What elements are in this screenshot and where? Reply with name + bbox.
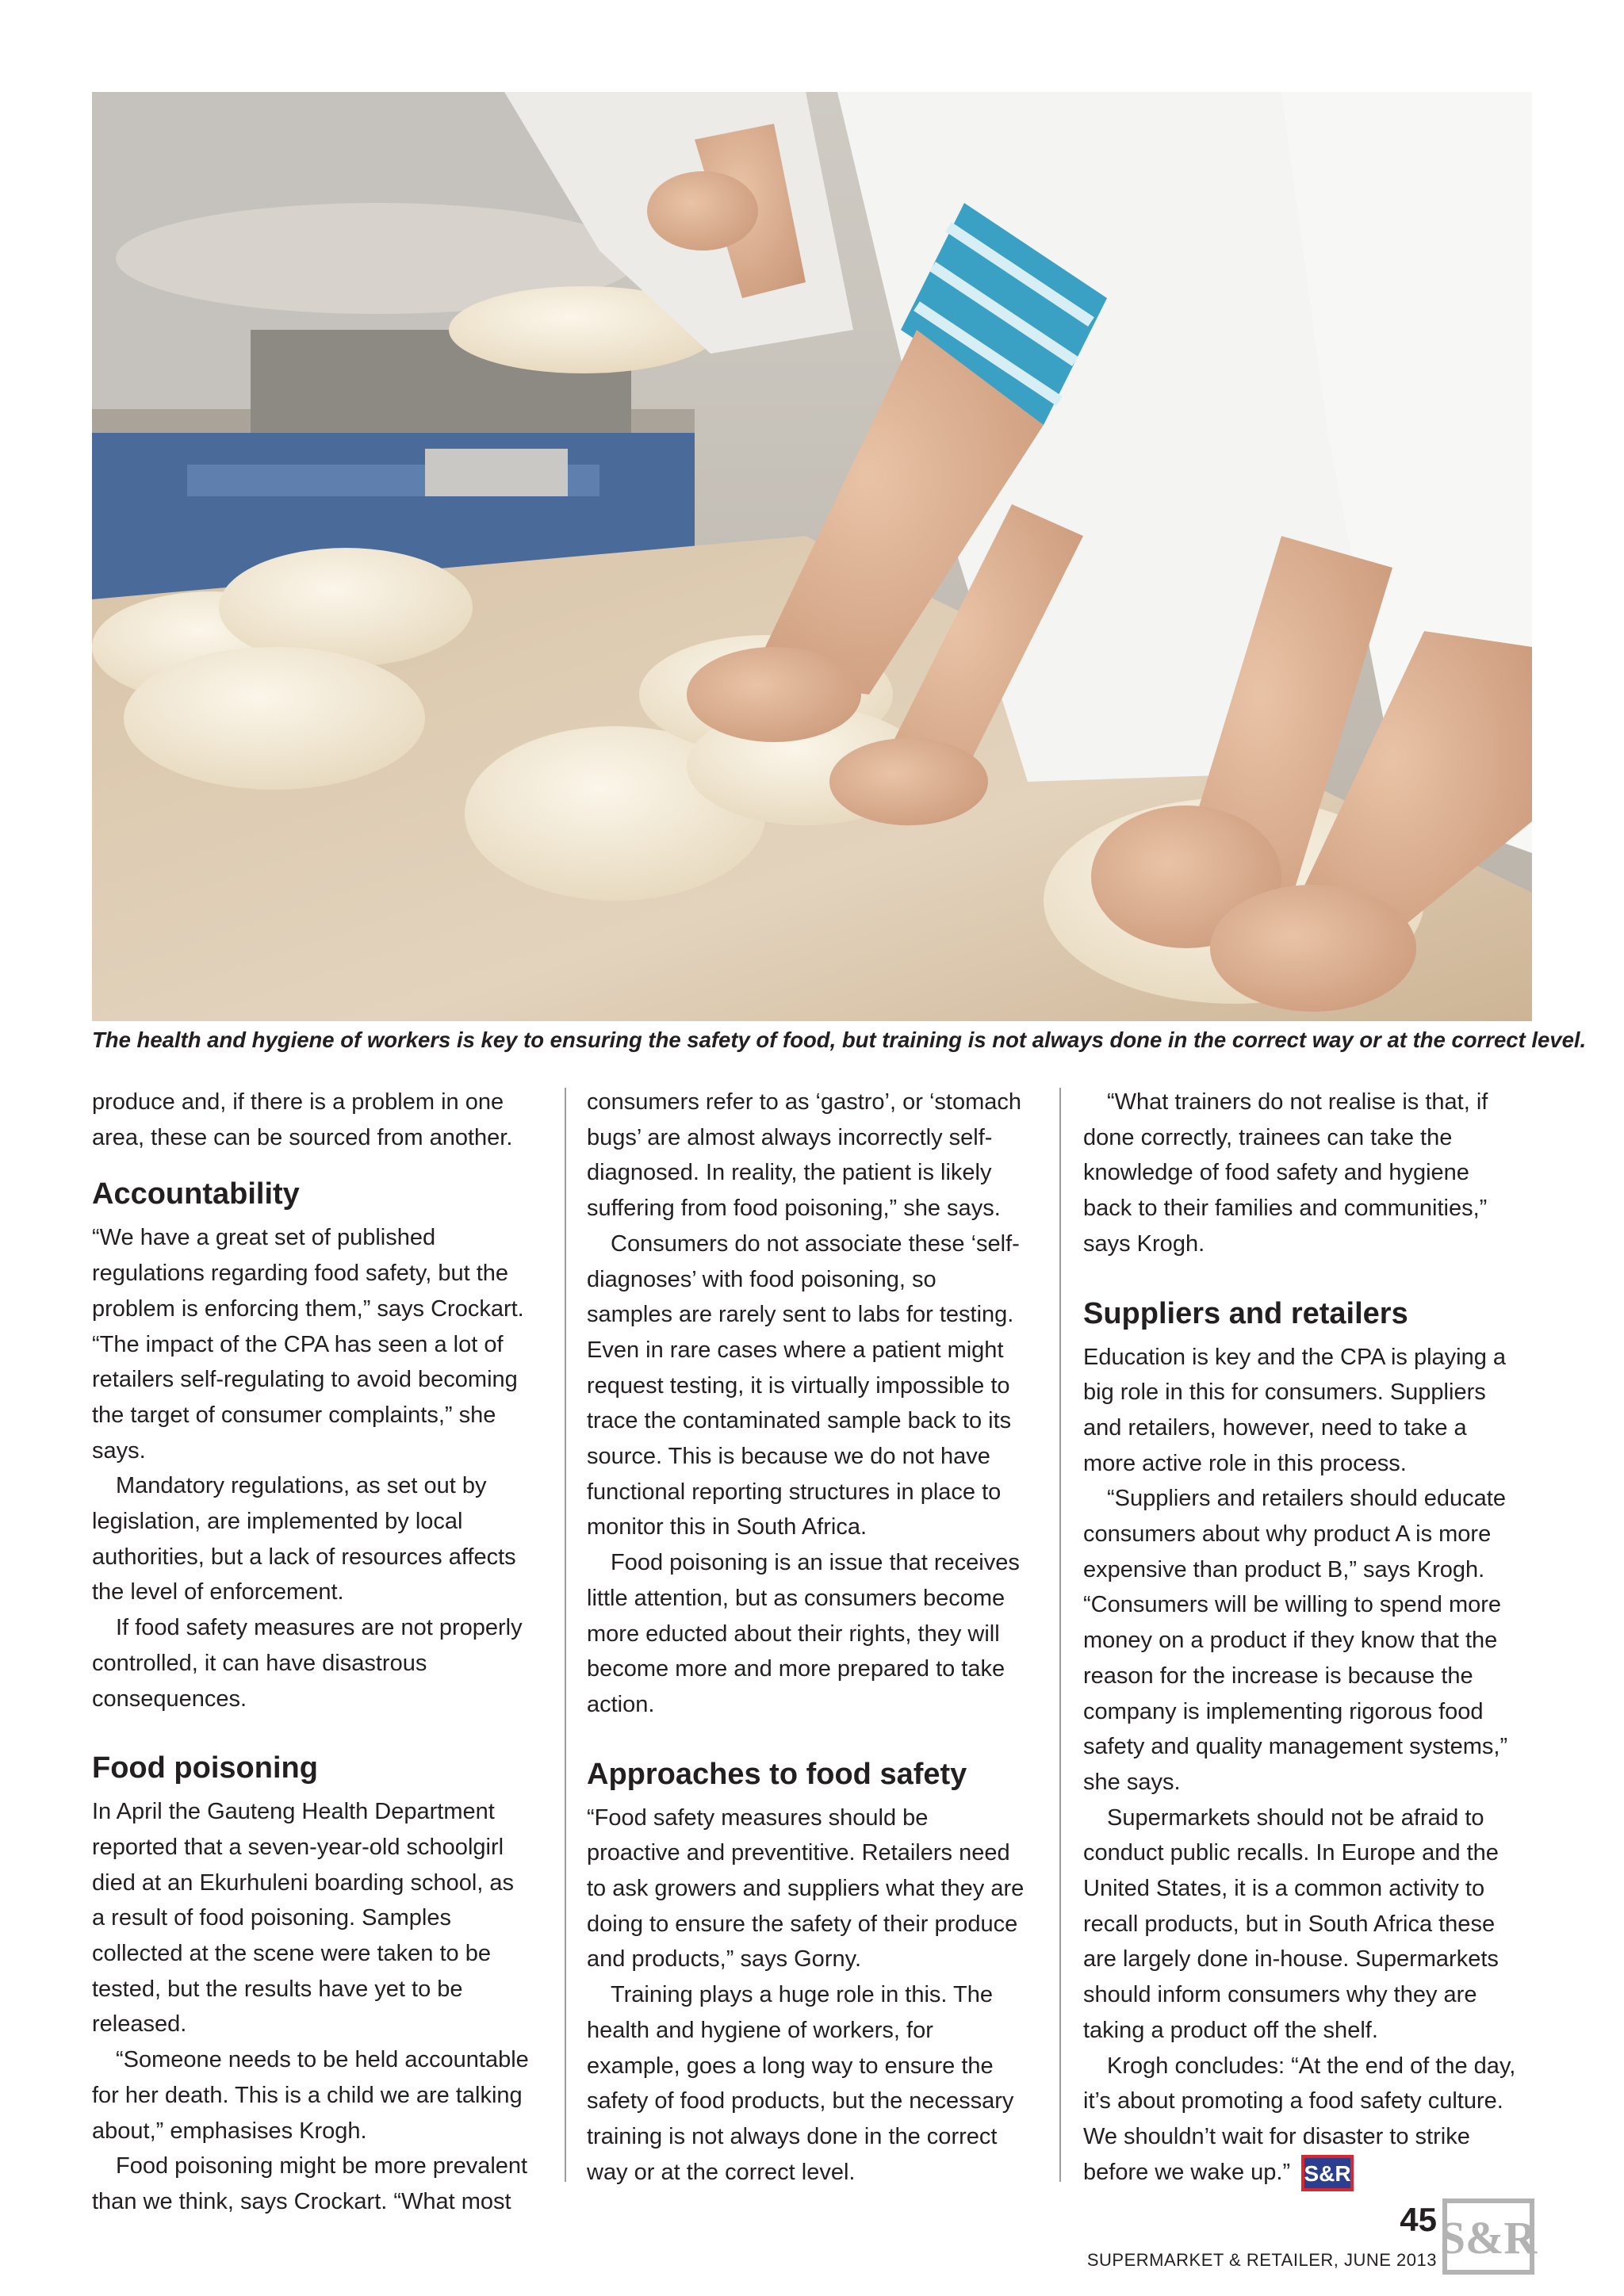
paragraph: “We have a great set of published regulations regarding food safety, but the problem is enforcing them,” says Crockart. “The impact of the CPA has seen a lot of retailers self-regulating to avoid becoming the target of consumer complaints,” she says.: [92, 1225, 524, 1464]
sr-brand-logo: [1439, 2201, 1538, 2272]
paragraph: “Someone needs to be held accountable for her death. This is a child we are talking about,” emphasises Krogh.: [92, 2047, 529, 2144]
closing-paragraph: [1083, 2049, 1524, 2191]
paragraph: “Food safety measures should be proactive and preventitive. Retailers need to ask growers and suppliers what they are doing to ensure the safety of their produce and products,” says Gorny.: [587, 1804, 1025, 1973]
article-column-2: [587, 1085, 1028, 2190]
paragraph-text: Krogh concludes: “At the end of the day, it’s about promoting a food safety culture. We shouldn’t wait for disaster to strike before we wake up.”: [1083, 2053, 1516, 2185]
bakery-workers-kneading-dough-photo: [92, 92, 1532, 1021]
paragraph: Supermarkets should not be afraid to conduct public recalls. In Europe and the United States, it is a common activity to recall products, but in South Africa these are largely done in-house. Supermarkets should inform consumers why they are taking a product off the shelf.: [1083, 1804, 1499, 2043]
subheading-accountability: Accountability: [92, 1177, 300, 1211]
sr-end-mark-logo: [1301, 2155, 1354, 2191]
subheading-approaches: Approaches to food safety: [587, 1757, 967, 1791]
article-column-1: [92, 1085, 533, 2220]
publication-footer: SUPERMARKET & RETAILER, JUNE 2013: [1086, 2250, 1437, 2270]
column-divider: [1059, 1088, 1061, 2182]
svg-text:S&R: S&R: [1304, 2161, 1351, 2187]
paragraph: “What trainers do not realise is that, if done correctly, trainees can take the knowledge of food safety and hygiene back to their families and communities,” says Krogh.: [1083, 1089, 1488, 1257]
svg-text:S&R: S&R: [1439, 2212, 1538, 2263]
column-divider: [565, 1088, 566, 2182]
paragraph: Training plays a huge role in this. The health and hygiene of workers, for example, goes a long way to ensure the safety of food products, but the necessary training is not always done in the correct way or at the correct level.: [587, 1982, 1014, 2185]
paragraph: Education is key and the CPA is playing a big role in this for consumers. Suppliers and retailers, however, need to take a more active role in this process.: [1083, 1344, 1507, 1476]
photo-caption: The health and hygiene of workers is key to ensuring the safety of food, but training is not always done in the correct way or at the correct level.: [92, 1027, 1587, 1052]
paragraph: Food poisoning might be more prevalent than we think, says Crockart. “What most: [92, 2153, 528, 2214]
subheading-food-poisoning: Food poisoning: [92, 1751, 318, 1785]
paragraph: consumers refer to as ‘gastro’, or ‘stomach bugs’ are almost always incorrectly self-diagnosed. In reality, the patient is likely suffering from food poisoning,” she says.: [587, 1089, 1021, 1222]
paragraph: produce and, if there is a problem in one area, these can be sourced from another.: [92, 1089, 513, 1150]
paragraph: Food poisoning is an issue that receives little attention, but as consumers become more educted about their rights, they will become more and more prepared to take action.: [587, 1550, 1020, 1717]
page-number: 45: [1400, 2201, 1437, 2238]
subheading-suppliers: Suppliers and retailers: [1083, 1296, 1408, 1330]
paragraph: Consumers do not associate these ‘self-diagnoses’ with food poisoning, so samples are rarely sent to labs for testing. Even in rare cases where a patient might request testing, it is virtually impossible to trace the contaminated sample back to its source. This is because we do not have functional reporting structures in place to monitor this in South Africa.: [587, 1230, 1020, 1540]
paragraph: “Suppliers and retailers should educate consumers about why product A is more expensive than product B,” says Krogh. “Consumers will be willing to spend more money on a product if they know that the reason for the increase is because the company is implementing rigorous food safety and quality management systems,” she says.: [1083, 1486, 1508, 1795]
paragraph: Mandatory regulations, as set out by legislation, are implemented by local authorities, but a lack of resources affects the level of enforcement.: [92, 1473, 516, 1605]
paragraph: In April the Gauteng Health Department reported that a seven-year-old schoolgirl died at an Ekurhuleni boarding school, as a result of food poisoning. Samples collected at the scene were taken to be tested, but the results have yet to be released.: [92, 1799, 515, 2038]
paragraph: If food safety measures are not properly controlled, it can have disastrous consequences.: [92, 1615, 523, 1712]
article-column-3: [1083, 1085, 1524, 2191]
article-photo: [92, 92, 1532, 1021]
